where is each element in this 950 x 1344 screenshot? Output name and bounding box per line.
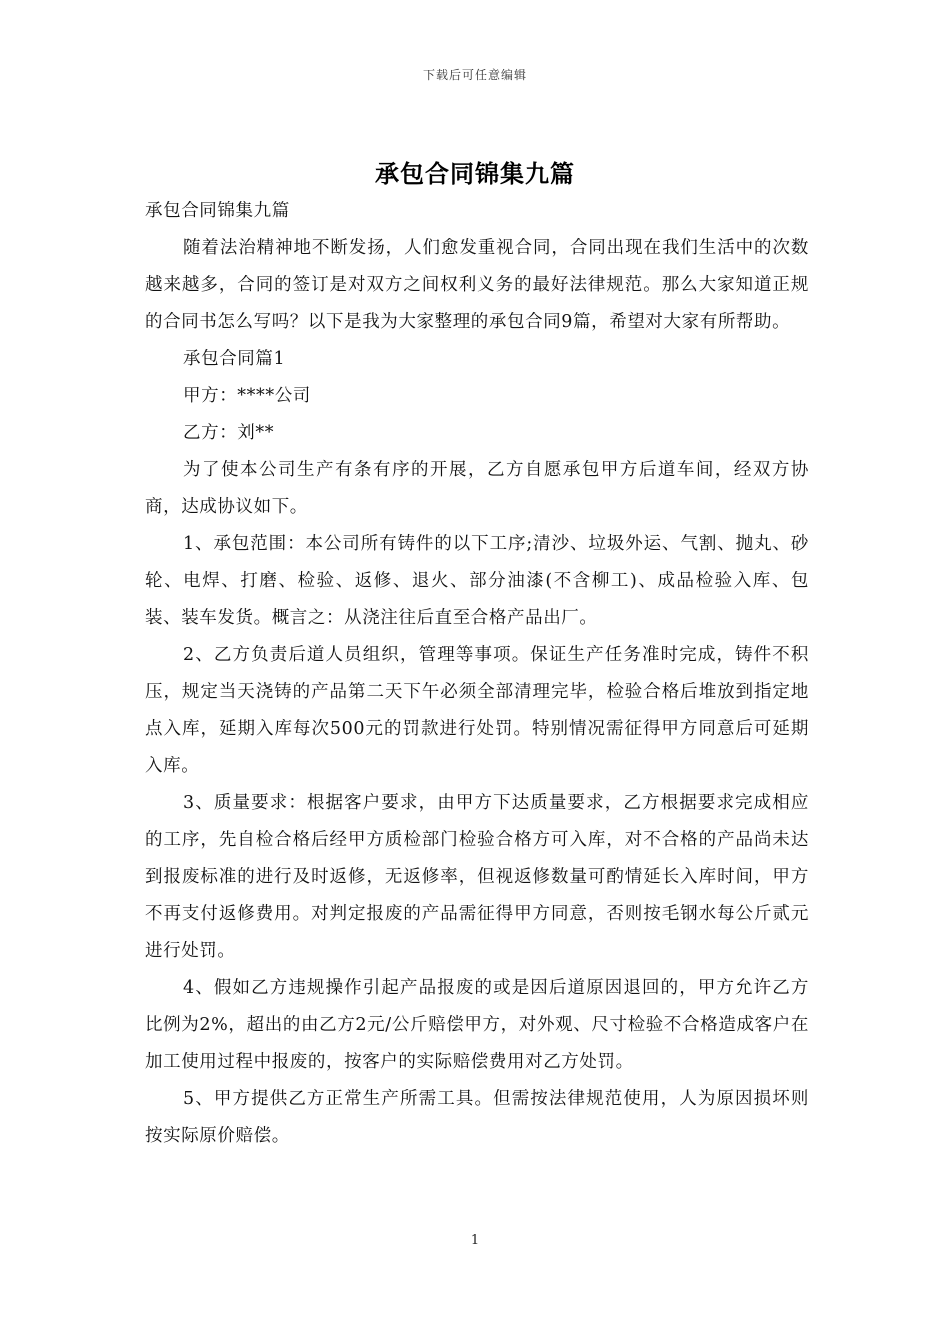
clause-paragraph: 3、质量要求：根据客户要求，由甲方下达质量要求，乙方根据要求完成相应的工序，先自检合格后经甲方质检部门检验合格方可入库，对不合格的产品尚未达到报废标准的进行及时返修，无返修率，但视返修数量可酌情延长入库时间，甲方不再支付返修费用。对判定报废的产品需征得甲方同意，否则按毛钢水每公斤贰元进行处罚。 xyxy=(145,793,809,961)
clause-paragraph: 4、假如乙方违规操作引起产品报废的或是因后道原因退回的，甲方允许乙方比例为2%，超出的由乙方2元/公斤赔偿甲方，对外观、尺寸检验不合格造成客户在加工使用过程中报废的，按客户的实际赔偿费用对乙方处罚。 xyxy=(145,978,809,1072)
preamble-paragraph: 为了使本公司生产有条有序的开展，乙方自愿承包甲方后道车间，经双方协商，达成协议如下。 xyxy=(145,460,809,517)
section-title: 承包合同篇1 xyxy=(183,349,286,369)
party-b-line: 乙方：刘** xyxy=(183,423,275,443)
document-title: 承包合同锦集九篇 xyxy=(375,159,575,188)
page-number: 1 xyxy=(470,1233,480,1248)
header-note: 下载后可任意编辑 xyxy=(422,68,527,82)
clause-paragraph: 1、承包范围：本公司所有铸件的以下工序;清沙、垃圾外运、气割、抛丸、砂轮、电焊、打磨、检验、返修、退火、部分油漆(不含柳工)、成品检验入库、包装、装车发货。概言之：从浇注往后直至合格产品出厂。 xyxy=(145,534,809,628)
document-body xyxy=(145,193,809,1155)
party-a-line: 甲方：****公司 xyxy=(183,386,311,406)
intro-paragraph: 随着法治精神地不断发扬，人们愈发重视合同，合同出现在我们生活中的次数越来越多，合同的签订是对双方之间权利义务的最好法律规范。那么大家知道正规的合同书怎么写吗？以下是我为大家整理的承包合同9篇，希望对大家有所帮助。 xyxy=(145,238,809,332)
clause-paragraph: 2、乙方负责后道人员组织，管理等事项。保证生产任务准时完成，铸件不积压，规定当天浇铸的产品第二天下午必须全部清理完毕，检验合格后堆放到指定地点入库，延期入库每次500元的罚款进行处罚。特别情况需征得甲方同意后可延期入库。 xyxy=(145,645,809,776)
clause-paragraph: 5、甲方提供乙方正常生产所需工具。但需按法律规范使用，人为原因损坏则按实际原价赔偿。 xyxy=(145,1089,809,1146)
document-subtitle: 承包合同锦集九篇 xyxy=(145,201,290,221)
